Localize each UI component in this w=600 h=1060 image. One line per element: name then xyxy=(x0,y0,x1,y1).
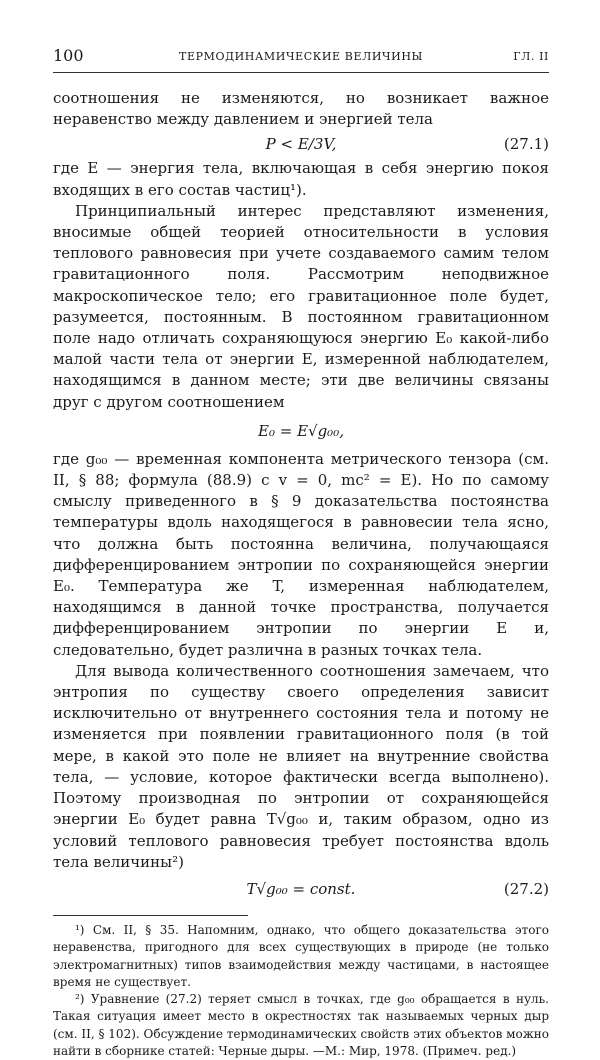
paragraph-3: Принципиальный интерес представляют изменения, вносимые общей теорией относительности в условия теплового равновесия при учете создаваемого самим телом гравитационного поля. Рассмотрим неподвижное макроскопическое тело; его гравитационное поле будет, разумеется, постоянным. В постоянном гравитационном поле надо отличать сохраняющуюся энергию E₀ какой-либо малой части тела от энергии E, измеренной наблюдателем, находящимся в данном месте; эти две величины связаны друг с другом соотношением xyxy=(53,201,549,411)
equation-formula: P < E/3V, xyxy=(265,135,337,154)
paragraph-1: соотношения не изменяются, но возникает важное неравенство между давлением и энергией тела xyxy=(53,89,549,129)
paragraph-5: Для вывода количественного соотношения замечаем, что энтропия по существу своего определения зависит исключительно от внутреннего состояния тела и потому не изменяется при появлении гравитационного поля (в той мере, в какой это поле не влияет на внутренние свойства тела, — условие, которое фактически всегда выполнено). Поэтому производная по энтропии от сохраняющейся энергии E₀ будет равна T√g₀₀ и, таким образом, одно из условий теплового равновесия требует постоянства вдоль тела величины²) xyxy=(53,661,549,871)
running-title: ТЕРМОДИНАМИЧЕСКИЕ ВЕЛИЧИНЫ xyxy=(179,50,423,63)
running-header xyxy=(53,44,549,73)
paragraph-2: где E — энергия тела, включающая в себя энергию покоя входящих в его состав частиц¹). xyxy=(53,159,549,199)
page-number: 100 xyxy=(53,46,84,65)
equation-27-2 xyxy=(53,873,549,905)
equation-formula: E₀ = E√g₀₀, xyxy=(258,421,344,440)
footnote-2: ²) Уравнение (27.2) теряет смысл в точках, где g₀₀ обращается в нуль. Такая ситуация имеет место в окрестностях так называемых черных дыр (см. II, § 102). Обсуждение термодинамических свойств этих объектов можно найти в сборнике статей: Черные дыры. —М.: Мир, 1978. (Примеч. ред.) xyxy=(53,992,549,1058)
equation-number: (27.1) xyxy=(503,135,549,154)
chapter-label: ГЛ. II xyxy=(513,50,549,63)
equation-energy-relation xyxy=(53,413,549,449)
main-text xyxy=(53,88,549,1060)
equation-number: (27.2) xyxy=(503,879,549,898)
equation-formula: T√g₀₀ = const. xyxy=(246,879,356,898)
equation-27-1 xyxy=(53,130,549,158)
footnote-divider xyxy=(53,915,248,916)
footnote-1: ¹) См. II, § 35. Напомним, однако, что общего доказательства этого неравенства, пригодного для всех существующих в природе (не только электромагнитных) типов взаимодействия между частицами, в настоящее время не существует. xyxy=(53,922,549,989)
paragraph-4: где g₀₀ — временная компонента метрического тензора (см. II, § 88; формула (88.9) с v = 0, mc² = E). Но по самому смыслу приведенного в § 9 доказательства постоянства температуры вдоль находящегося в равновесии тела ясно, что должна быть постоянна величина, получающаяся дифференцированием энтропии по сохраняющейся энергии E₀. Температура же T, измеренная наблюдателем, находящимся в данной точке пространства, получается дифференцированием энтропии по энергии E и, следовательно, будет различна в разных точках тела. xyxy=(53,449,549,659)
